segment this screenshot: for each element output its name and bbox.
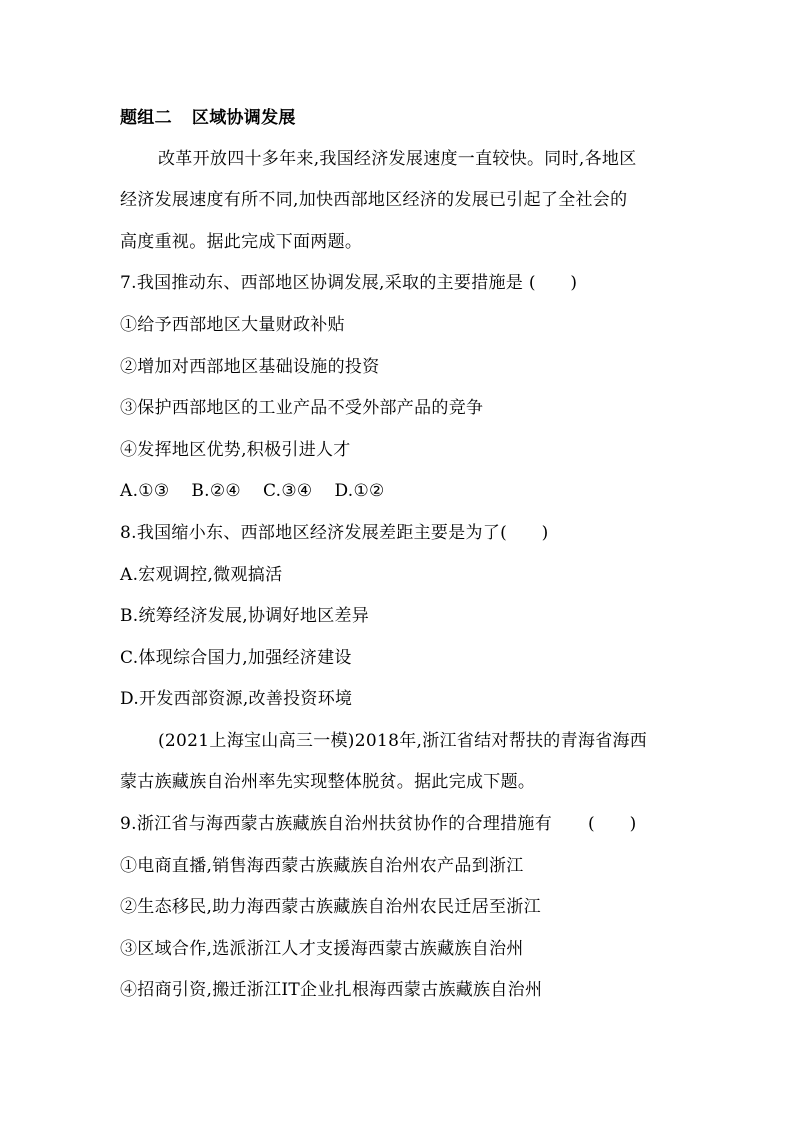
q7-choice-d: D.①②	[334, 481, 385, 501]
section-title: 区域协调发展	[191, 108, 296, 128]
intro1-line-2: 经济发展速度有所不同,加快西部地区经济的发展已引起了全社会的	[120, 190, 628, 210]
q7-choice-c: C.③④	[262, 481, 313, 501]
q8-option-b: B.统筹经济发展,协调好地区差异	[120, 606, 370, 626]
q7-item-1: ①给予西部地区大量财政补贴	[120, 315, 345, 335]
q8-option-a: A.宏观调控,微观搞活	[120, 565, 283, 585]
intro2-line-2: 蒙古族藏族自治州率先实现整体脱贫。据此完成下题。	[120, 772, 536, 792]
q9-item-2: ②生态移民,助力海西蒙古族藏族自治州农民迁居至浙江	[120, 897, 541, 917]
q7-choice-b: B.②④	[191, 481, 241, 501]
q9-item-3: ③区域合作,选派浙江人才支援海西蒙古族藏族自治州	[120, 939, 524, 959]
q7-choices	[120, 480, 407, 502]
q7-item-2: ②增加对西部地区基础设施的投资	[120, 357, 380, 377]
q7-item-3: ③保护西部地区的工业产品不受外部产品的竞争	[120, 398, 484, 418]
q8-stem: 8.我国缩小东、西部地区经济发展差距主要是为了( )	[120, 523, 549, 543]
q9-item-4: ④招商引资,搬迁浙江IT企业扎根海西蒙古族藏族自治州	[120, 980, 543, 1000]
q8-option-c: C.体现综合国力,加强经济建设	[120, 648, 352, 668]
section-label: 题组二	[120, 108, 172, 128]
q7-item-4: ④发挥地区优势,积极引进人才	[120, 440, 351, 460]
section-heading	[120, 107, 296, 129]
q7-choice-a: A.①③	[120, 481, 170, 501]
intro2-line-1: (2021上海宝山高三一模)2018年,浙江省结对帮扶的青海省海西	[158, 731, 648, 751]
intro1-line-1: 改革开放四十多年来,我国经济发展速度一直较快。同时,各地区	[158, 149, 637, 169]
intro1-line-3: 高度重视。据此完成下面两题。	[120, 232, 363, 252]
q9-answer-blank: ( )	[588, 814, 637, 834]
q8-option-d: D.开发西部资源,改善投资环境	[120, 689, 353, 709]
q9-stem-line	[120, 813, 637, 835]
q9-item-1: ①电商直播,销售海西蒙古族藏族自治州农产品到浙江	[120, 856, 524, 876]
q9-stem: 9.浙江省与海西蒙古族藏族自治州扶贫协作的合理措施有	[120, 814, 553, 834]
q7-stem: 7.我国推动东、西部地区协调发展,采取的主要措施是 ( )	[120, 273, 578, 293]
